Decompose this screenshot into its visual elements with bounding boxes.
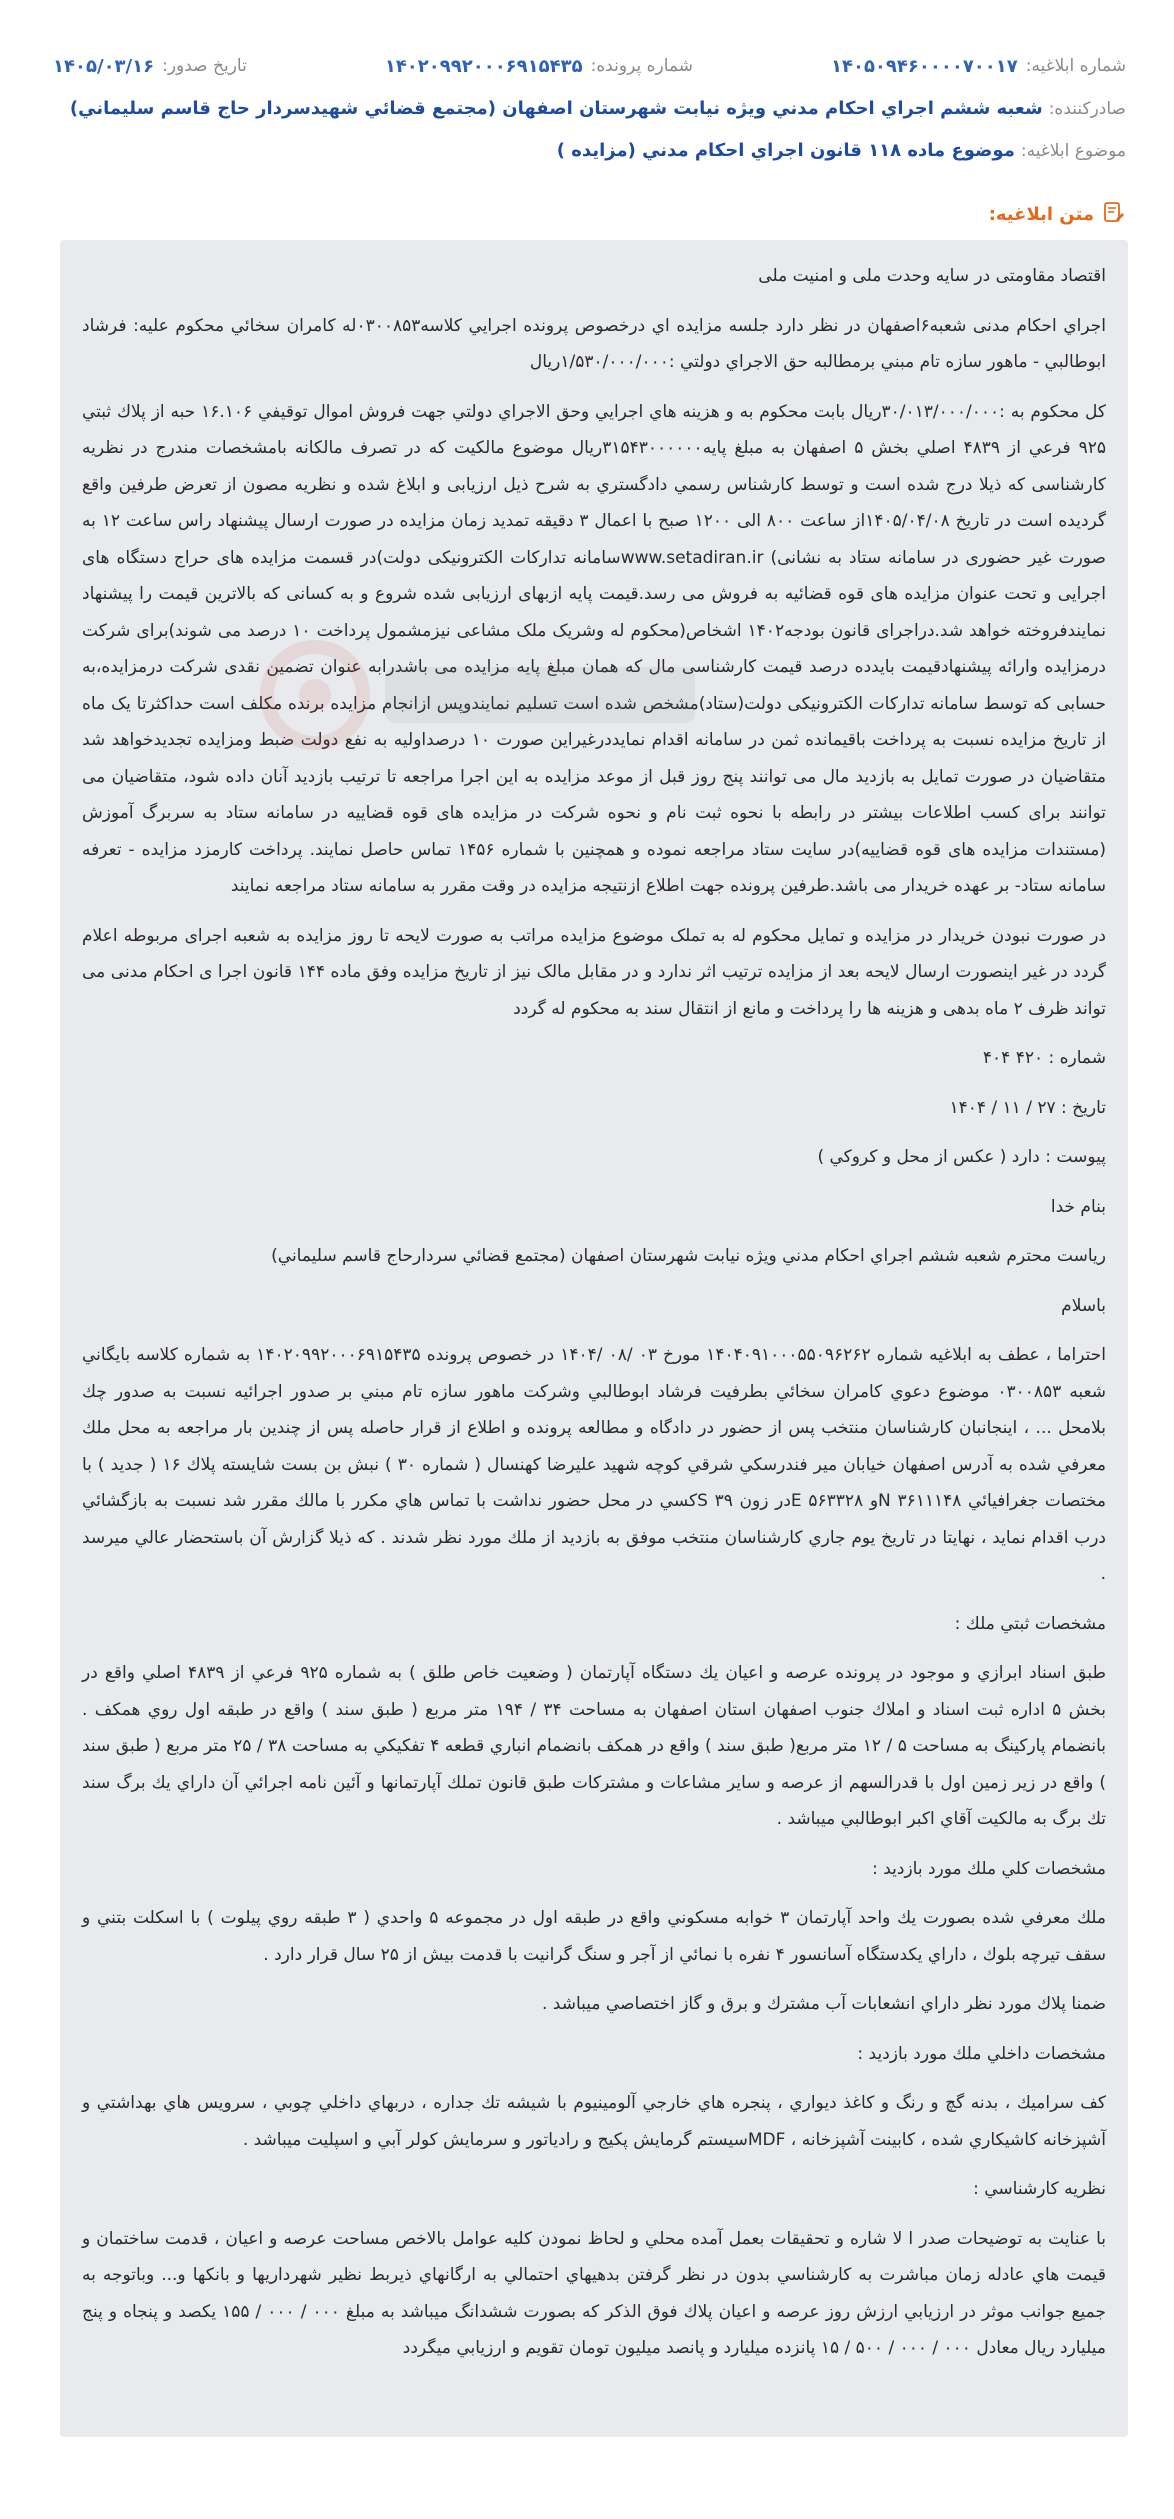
body-paragraph: ضمنا پلاك مورد نظر داراي انشعابات آب مشترك و برق و گاز اختصاصي ميباشد . bbox=[541, 1994, 1106, 2014]
case-number-label: شماره پرونده: bbox=[590, 56, 693, 76]
issuer-label: صادرکننده: bbox=[1048, 98, 1126, 119]
notice-body bbox=[60, 240, 1128, 2437]
body-paragraph: تاريخ : ۲۷ / ۱۱ / ۱۴۰۴ bbox=[949, 1097, 1106, 1118]
notice-number: ۱۴۰۵۰۹۴۶۰۰۰۰۷۰۰۱۷ bbox=[830, 56, 1018, 77]
body-paragraph: مشخصات ثبتي ملك : bbox=[954, 1613, 1106, 1634]
notice-number-label: شماره ابلاغيه: bbox=[1025, 56, 1126, 76]
subject: موضوع ماده ۱۱۸ قانون اجراي احكام مدني (مزايده ) bbox=[556, 140, 1015, 161]
body-paragraph: با عنايت به توضيحات صدر ا لا شاره و تحقيقات بعمل آمده محلي و لحاظ نمودن كليه عوامل بالاخص مساحت عرصه و اعيان ، قدمت ساختمان و قيمت هاي عادله زمان مباشرت به كارشناسي بدون در نظر گرفتن بدهيهاي احتمالي به ارگانهاي ذيربط نظير شهرداريها و بانكها و... وباتوجه به جميع جوانب موثر در ارزيابي ارزش روز عرصه و اعيان پلاك فوق الذكر كه بصورت ششدانگ ميباشد به مبلغ ۰۰۰ / ۰۰۰ / ۱۵۵ يكصد و پنجاه و پنج ميليارد ريال معادل ۰۰۰ / ۰۰۰ / ۵۰۰ / ۱۵ پانزده ميليارد و پانصد ميليون تومان تقويم و ارزيابي ميگردد bbox=[82, 2228, 1106, 2358]
body-paragraph: مشخصات كلي ملك مورد بازديد : bbox=[872, 1858, 1106, 1879]
issue-date: ۱۴۰۵/۰۳/۱۶ bbox=[53, 56, 155, 77]
subject-row bbox=[48, 140, 1126, 161]
body-paragraph: در صورت نبودن خريدار در مزايده و تمايل محكوم له به تملک موضوع مزايده مراتب به صورت لايحه تا روز مزايده به شعبه اجرای مربوطه اعلام گردد در غير اينصورت ارسال لايحه بعد از مزايده ترتيب اثر ندارد و در مقابل مالک نيز از تاريخ مزايده وفق ماده ۱۴۴ قانون اجرا ی احكام مدنی می تواند ظرف ۲ ماه بدهی و هزينه ها را پرداخت و مانع از انتقال سند به محكوم له گردد bbox=[82, 925, 1106, 1019]
body-paragraph: رياست محترم شعبه ششم اجراي احكام مدني ويژه نيابت شهرستان اصفهان (مجتمع قضائي سردارحاج قاسم سليماني) bbox=[271, 1246, 1106, 1266]
body-paragraph: اقتصاد مقاومتی در سایه وحدت ملی و امنیت ملی bbox=[758, 266, 1106, 286]
notice-number-group bbox=[831, 56, 1126, 77]
issue-date-label: تاریخ صدور: bbox=[162, 56, 247, 76]
notice-text-title: متن ابلاغیه: bbox=[988, 203, 1094, 225]
body-paragraph: نظريه كارشناسي : bbox=[973, 2179, 1106, 2199]
body-paragraph: ملك معرفي شده بصورت يك واحد آپارتمان ۳ خوابه مسكوني واقع در طبقه اول در مجموعه ۵ واحدي ( ۳ طبقه روي پيلوت ) با اسكلت بتني و سقف تيرچه بلوك ، داراي يكدستگاه آسانسور ۴ نفره با نمائي از آجر و سنگ گرانيت با قدمت بيش از ۲۵ سال قرار دارد . bbox=[82, 1908, 1107, 1965]
issuer-row bbox=[48, 98, 1126, 119]
document-edit-icon bbox=[1102, 200, 1126, 228]
case-number: ۱۴۰۲۰۹۹۲۰۰۰۶۹۱۵۴۳۵ bbox=[384, 56, 583, 77]
subject-label: موضوع ابلاغیه: bbox=[1020, 140, 1126, 161]
case-number-group bbox=[385, 56, 693, 77]
issuer: شعبه ششم اجراي احكام مدني ويژه نيابت شهرستان اصفهان (مجتمع قضائي شهيدسردار حاج قاسم سليماني) bbox=[69, 98, 1043, 119]
body-paragraph: مشخصات داخلي ملك مورد بازديد : bbox=[857, 2043, 1106, 2064]
body-paragraph: اجراي احكام مدنی شعبه۶اصفهان در نظر دارد جلسه مزايده اي درخصوص پرونده اجرايي كلاسه۰۳۰۰۸۵۳له كامران سخائي محكوم عليه: فرشاد ابوطالبي - ماهور سازه تام مبني برمطالبه حق الاجراي دولتي :۱/۵۳۰/۰۰۰/۰۰۰ريال bbox=[82, 315, 1106, 372]
body-paragraph: كل محكوم به :۳۰/۰۱۳/۰۰۰/۰۰۰ريال بابت محكوم به و هزينه هاي اجرايي وحق الاجراي دولتي جهت فروش اموال توقيفي ۱۶.۱۰۶ حبه از پلاك ثبتي ۹۲۵ فرعي از ۴۸۳۹ اصلي بخش ۵ اصفهان به مبلغ پايه۳۱۵۴۳۰۰۰۰۰۰ريال موضوع مالكيت كه در تصرف مالكانه بامشخصات مندرج در نظريه كارشناسی كه ذيلا درج شده است و توسط كارشناس رسمي دادگستري به شرح ذيل ارزيابی و ابلاغ شده و نظريه مصون از تعرض طرفين واقع گرديده است در تاريخ ۱۴۰۵/۰۴/۰۸از ساعت ۸۰۰ الی ۱۲۰۰ صبح با اعمال ۳ دقيقه تمديد زمان مزايده در صورت ارسال پيشنهاد راس ساعت ۱۲ به صورت غير حضوری در سامانه ستاد به نشانی) www.setadiran.irسامانه تداركات الكترونيكی دولت)در قسمت مزايده های حراج دستگاه های اجرايی و تحت عنوان مزايده های قوه قضائيه به فروش می رسد.قيمت پايه ازبهای ارزيابی شده شروع و به كسانی كه بالاترين قيمت را پيشنهاد نمايندفروخته خواهد شد.دراجرای قانون بودجه۱۴۰۲ اشخاص(محكوم له وشريک ملک مشاعی نيزمشمول پرداخت ۱۰ درصد می شوند)برای شركت درمزايده وارائه پيشنهادقيمت بايدده درصد قيمت كارشناسی مال كه همان مبلغ پايه مزايده می باشدرابه عنوان تضمين نقدی شركت درمزايده،به حسابی كه توسط سامانه تداركات الكترونيكی دولت(ستاد)مشخص شده است تسليم نمايندوپس ازانجام مزايده برنده مكلف است حداكثرتا يک ماه از تاريخ مزايده نسبت به پرداخت باقيمانده ثمن در سامانه اقدام نمايددرغيراين صورت ۱۰ درصداوليه به نفع دولت ضبط ومزايده تجديدخواهد شد متقاضيان در صورت تمايل به بازديد مال می توانند پنج روز قبل از موعد مزايده به اين اجرا مراجعه تا ترتيب بازديد آنان داده شود، متقاضيان می توانند برای كسب اطلاعات بيشتر در رابطه با نحوه ثبت نام و نحوه شركت در مزايده های قوه قضاييه در سامانه ستاد به سربرگ آموزش (مستندات مزايده های قوه قضاييه)در سايت ستاد مراجعه نموده و همچنين با شماره ۱۴۵۶ تماس حاصل نمايند. پرداخت كارمزد مزايده - تعرفه سامانه ستاد- بر عهده خريدار می باشد.طرفين پرونده جهت اطلاع ازنتيجه مزايده در وقت مقرر به سامانه ستاد مراجعه نمايند bbox=[82, 401, 1107, 896]
notice-meta-row bbox=[48, 56, 1126, 77]
body-paragraph: احتراما ، عطف به ابلاغيه شماره ۱۴۰۴۰۹۱۰۰۰۵۵۰۹۶۲۶۲ مورخ ۰۳ /۰۸ /۱۴۰۴ در خصوص پرونده ۱۴۰۲۰۹۹۲۰۰۰۶۹۱۵۴۳۵ به شماره كلاسه بايگاني شعبه ۰۳۰۰۸۵۳ موضوع دعوي كامران سخائي بطرفيت فرشاد ابوطالبي وشركت ماهور سازه تام مبني بر صدور اجرائيه نسبت به صدور چك بلامحل ... ، اينجانبان كارشناسان منتخب پس از حضور در دادگاه و مطالعه پرونده و اطلاع از قرار حاصله پس از چندين بار مراجعه به محل ملك معرفي شده به آدرس اصفهان خيابان مير فندرسكي شرقي كوچه شهيد عليرضا كهنسال ( شماره ۳۰ ) نبش بن بست شايسته پلاك ۱۶ ( جديد ) با مختصات جغرافيائي ۳۶۱۱۱۴۸ Nو ۵۶۳۳۲۸ Eدر زون ۳۹ Sكسي در محل حضور نداشت با تماس هاي مكرر با مالك مقرر شد نسبت به بازگشائي درب اقدام نمايد ، نهايتا در تاريخ يوم جاري كارشناسان منتخب موفق به بازديد از ملك مورد نظر شدند . كه ذيلا گزارش آن باستحضار عالي ميرسد . bbox=[82, 1345, 1107, 1584]
body-paragraph: باسلام bbox=[1061, 1295, 1106, 1316]
body-paragraph: پيوست : دارد ( عكس از محل و كروكي ) bbox=[817, 1147, 1106, 1167]
notice-text-heading bbox=[989, 200, 1126, 228]
body-paragraph: كف سراميك ، بدنه گچ و رنگ و كاغذ ديواري ، پنجره هاي خارجي آلومينيوم با شيشه تك جداره ، دربهاي داخلي چوبي ، سرويس هاي بهداشتي و آشپزخانه كاشيكاري شده ، كابينت آشپزخانه ، MDFسيستم گرمايش پكيج و رادياتور و سرمايش كولر آبي و اسپليت ميباشد . bbox=[82, 2093, 1106, 2150]
body-paragraph: طبق اسناد ابرازي و موجود در پرونده عرصه و اعيان يك دستگاه آپارتمان ( وضعيت خاص طلق ) به شماره ۹۲۵ فرعي از ۴۸۳۹ اصلي واقع در بخش ۵ اداره ثبت اسناد و املاك جنوب اصفهان استان اصفهان به مساحت ۳۴ / ۱۹۴ متر مربع ( طبق سند ) واقع در طبقه اول روي همكف . بانضمام پاركينگ به مساحت ۵ / ۱۲ متر مربع( طبق سند ) واقع در همكف بانضمام انباري قطعه ۴ تفكيكي به مساحت ۳۸ / ۲۵ متر مربع ( طبق سند ) واقع در زير زمين اول با قدرالسهم از عرصه و ساير مشاعات و مشتركات طبق قانون تملك آپارتمانها و آئين نامه اجرائي آن داراي يك برگ سند تك برگ به مالكيت آقاي اكبر ابوطالبي ميباشد . bbox=[82, 1663, 1107, 1829]
body-paragraph: شماره : ۴۲۰ ۴۰۴ bbox=[982, 1048, 1106, 1068]
issue-date-group bbox=[53, 56, 247, 77]
body-paragraph: بنام خدا bbox=[1050, 1196, 1106, 1217]
